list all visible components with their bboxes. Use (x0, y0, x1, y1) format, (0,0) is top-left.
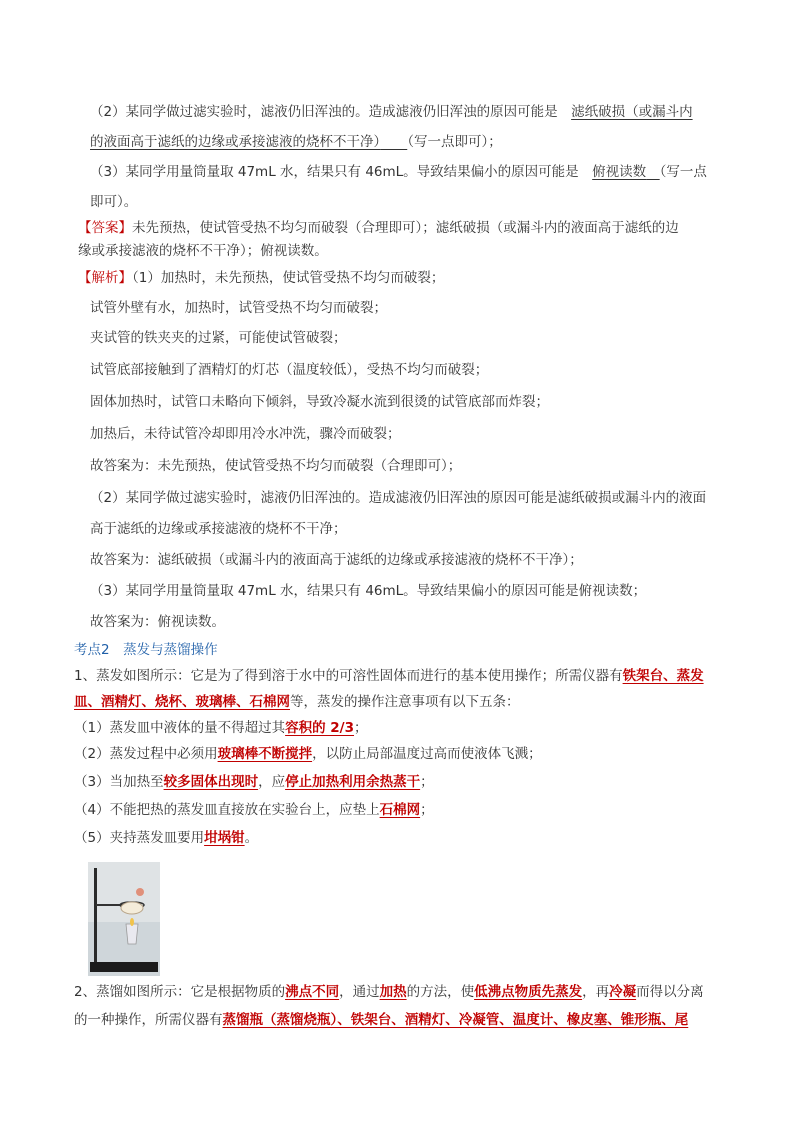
analysis-line-4: 试管底部接触到了酒精灯的灯芯（温度较低），受热不均匀而破裂； (90, 362, 489, 378)
analysis-line-2: 试管外壁有水，加热时，试管受热不均匀而破裂； (90, 300, 387, 316)
section-heading: 考点2 蒸发与蒸馏操作 (74, 642, 218, 658)
q2-line-2: 的液面高于滤纸的边缘或承接滤液的烧杯不干净） （写一点即可）； (90, 134, 502, 150)
analysis-line-7: 故答案为：未先预热，使试管受热不均匀而破裂（合理即可）； (90, 458, 462, 474)
evaporation-item-2: （2）蒸发过程中必须用玻璃棒不断搅拌，以防止局部温度过高而使液体飞溅； (74, 746, 542, 762)
distillation-para-line-2: 的一种操作，所需仪器有蒸馏瓶（蒸馏烧瓶）、铁架台、酒精灯、冷凝管、温度计、橡皮塞、锥形瓶、尾 (74, 1012, 689, 1028)
analysis-line-3: 夹试管的铁夹夹的过紧，可能使试管破裂； (90, 330, 347, 346)
q2-line-1: （2）某同学做过滤实验时，滤液仍旧浑浊的。造成滤液仍旧浑浊的原因可能是 滤纸破损（或漏斗内 (90, 104, 693, 120)
evaporation-para-line-2: 皿、酒精灯、烧杯、玻璃棒、石棉网等，蒸发的操作注意事项有以下五条： (74, 694, 520, 710)
evaporation-item-5: （5）夹持蒸发皿要用坩埚钳。 (74, 830, 259, 846)
q3-line-2: 即可）。 (90, 194, 138, 210)
analysis-line-9: 高于滤纸的边缘或承接滤液的烧杯不干净； (90, 521, 347, 537)
analysis-line-10: 故答案为：滤纸破损（或漏斗内的液面高于滤纸的边缘或承接滤液的烧杯不干净）； (90, 552, 583, 568)
analysis-line-6: 加热后，未待试管冷却即用冷水冲洗，骤冷而破裂； (90, 426, 401, 442)
analysis-line-8: （2）某同学做过滤实验时，滤液仍旧浑浊的。造成滤液仍旧浑浊的原因可能是滤纸破损或漏斗内的液面 (90, 490, 707, 506)
answer-line-1: 【答案】未先预热，使试管受热不均匀而破裂（合理即可）；滤纸破损（或漏斗内的液面高于滤纸的边 (78, 220, 679, 236)
distillation-para-line-1: 2、蒸馏如图所示：它是根据物质的沸点不同，通过加热的方法，使低沸点物质先蒸发，再冷凝而得以分离 (74, 984, 704, 1000)
analysis-line-12: 故答案为：俯视读数。 (90, 614, 225, 630)
evaporation-apparatus-illustration (88, 862, 160, 976)
evaporation-para-line-1: 1、蒸发如图所示：它是为了得到溶于水中的可溶性固体而进行的基本使用操作；所需仪器有铁架台、蒸发 (74, 668, 704, 684)
analysis-line-5: 固体加热时，试管口未略向下倾斜，导致冷凝水流到很烫的试管底部而炸裂； (90, 394, 549, 410)
evaporation-item-4: （4）不能把热的蒸发皿直接放在实验台上，应垫上石棉网； (74, 802, 434, 818)
evaporation-item-3: （3）当加热至较多固体出现时，应停止加热利用余热蒸干； (74, 774, 434, 790)
evaporation-item-1: （1）蒸发皿中液体的量不得超过其容积的 2/3； (74, 720, 368, 736)
evaporation-apparatus-photo (88, 862, 160, 976)
q3-line-1: （3）某同学用量筒量取 47mL 水，结果只有 46mL。导致结果偏小的原因可能是 俯视读数 （写一点 (90, 164, 707, 180)
analysis-line-1: 【解析】（1）加热时，未先预热，使试管受热不均匀而破裂； (78, 270, 445, 286)
analysis-line-11: （3）某同学用量筒量取 47mL 水，结果只有 46mL。导致结果偏小的原因可能是俯视读数； (90, 583, 647, 599)
answer-line-2: 缘或承接滤液的烧杯不干净）；俯视读数。 (78, 243, 328, 259)
